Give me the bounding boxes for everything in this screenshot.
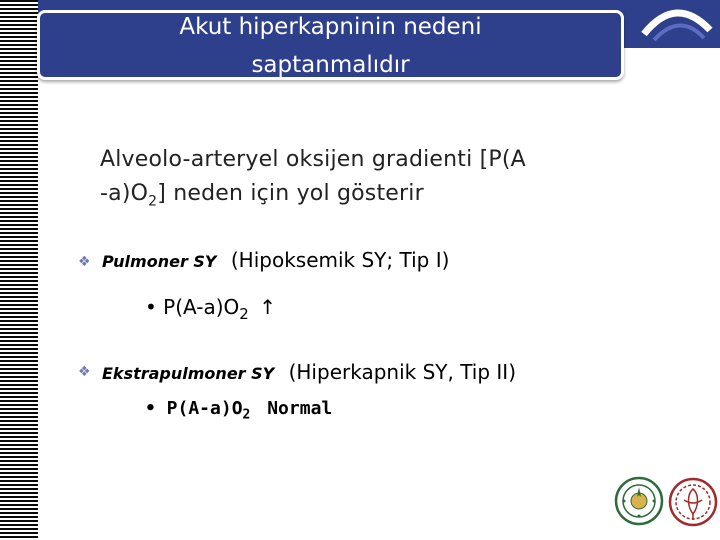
sub-bullet-subscript: 2	[239, 305, 249, 323]
subtitle-line-1: Alveolo-arteryel oksijen gradienti [P(A	[100, 147, 526, 172]
slide-subtitle	[100, 143, 526, 218]
sub-bullet-text: • P(A-a)O	[145, 295, 240, 319]
sub-bullet-value: Normal	[267, 398, 333, 419]
faculty-seal-icon	[668, 476, 718, 530]
subtitle-text-b: ] neden için yol gösterir	[157, 181, 424, 206]
diamond-bullet-icon: ❖	[78, 364, 91, 380]
subtitle-line-2	[100, 177, 526, 218]
university-seal-icon	[614, 476, 664, 526]
bullet-paren: (Hipoksemik SY; Tip I)	[230, 248, 450, 272]
up-arrow-icon: ↑	[259, 295, 276, 319]
subtitle-text-a: -a)O	[100, 181, 149, 206]
corner-arc-logo	[632, 0, 720, 48]
title-line-1: Akut hiperkapninin nedeni	[179, 14, 482, 40]
sub-bullet-pulmoner	[145, 295, 276, 323]
subtitle-subscript: 2	[148, 193, 158, 210]
left-stripe-bar	[0, 0, 38, 540]
sub-bullet-text: • P(A-a)O	[145, 398, 243, 419]
slide-title	[37, 8, 624, 84]
diamond-bullet-icon: ❖	[78, 254, 91, 270]
bullet-term: Pulmoner SY	[102, 252, 217, 271]
sub-bullet-subscript: 2	[242, 407, 251, 423]
bullet-term: Ekstrapulmoner SY	[102, 364, 275, 383]
bullet-paren: (Hiperkapnik SY, Tip II)	[288, 360, 517, 384]
bullet-ekstrapulmoner	[102, 360, 516, 384]
title-line-2: saptanmalıdır	[251, 52, 410, 78]
bullet-pulmoner	[102, 248, 449, 272]
sub-bullet-ekstrapulmoner	[145, 398, 332, 423]
